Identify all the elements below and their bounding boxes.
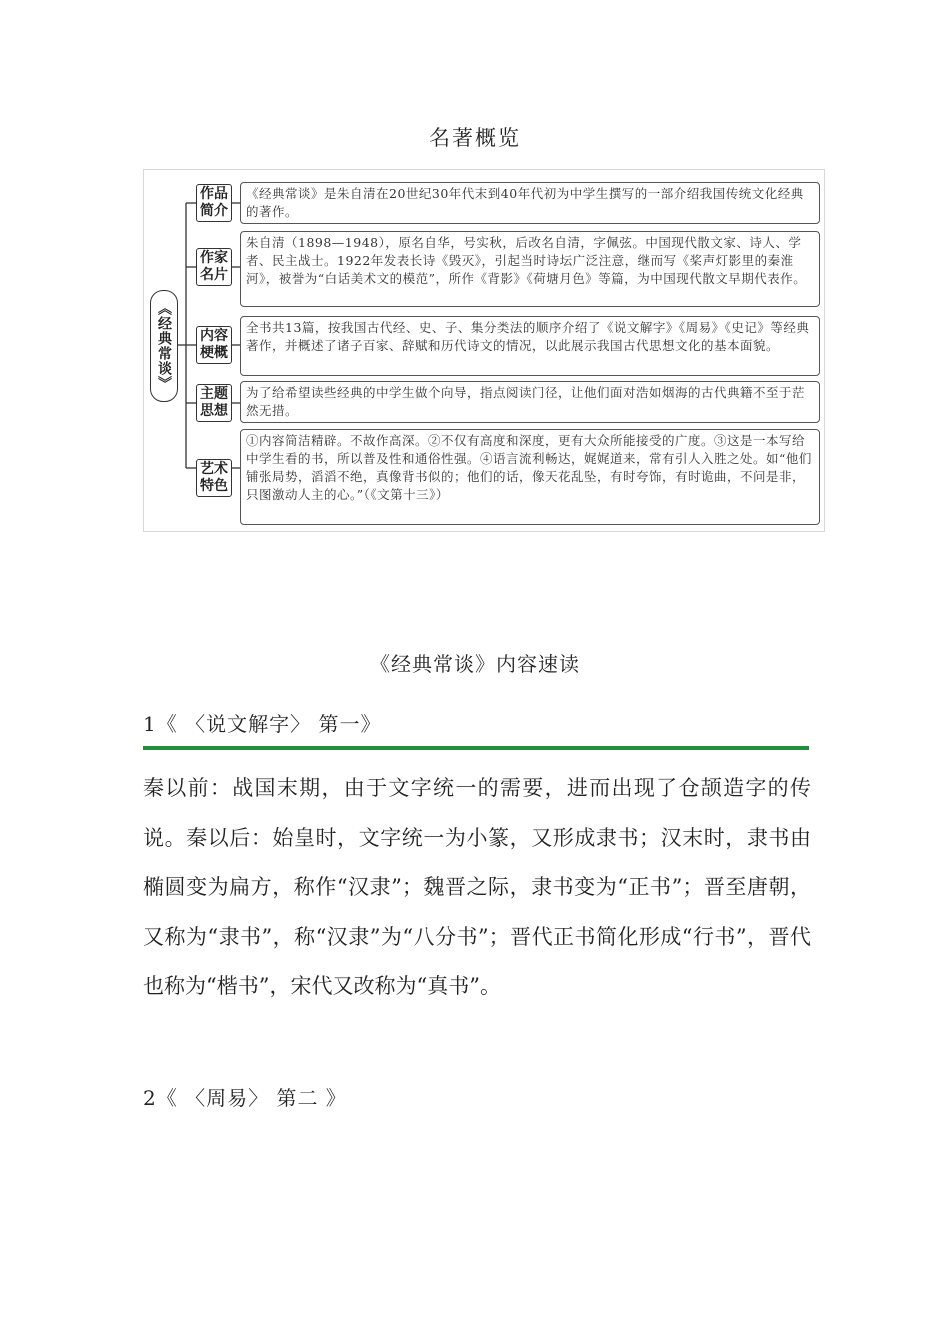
branch-text-intro: 《经典常谈》是朱自清在20世纪30年代末到40年代初为中学生撰写的一部介绍我国传统文化经典的著作。 [240,182,820,224]
branch-text-author: 朱自清（1898—1948），原名自华，号实秋，后改名自清，字佩弦。中国现代散文家、诗人、学者、民主战士。1922年发表长诗《毁灭》，引起当时诗坛广泛注意，继而写《桨声灯影里的秦淮河》，被誉为“白话美术文的模范”，所作《背影》《荷塘月色》等篇，为中国现代散文早期代表作。 [240,231,820,307]
divider [143,746,809,750]
branch-text-art: ①内容简洁精辟。不故作高深。②不仅有高度和深度，更有大众所能接受的广度。③这是一本写给中学生看的书，所以普及性和通俗性强。④语言流利畅达，娓娓道来，常有引人入胜之处。如“他们铺张局势，滔滔不绝，真像背书似的；他们的话，像天花乱坠，有时夸饰，有时诡曲，不问是非，只图激动人主的心。”（《文第十三》） [240,429,820,525]
branch-label-summary: 内容梗概 [196,326,232,364]
section-title: 《经典常谈》内容速读 [370,652,580,676]
chapter-heading-2: 2《 〈周易〉 第二 》 [143,1086,347,1110]
page-title: 名著概览 [429,126,521,150]
branch-label-intro: 作品简介 [196,184,232,222]
mindmap-figure [143,169,825,532]
chapter-heading-1: 1《 〈说文解字〉 第一》 [143,712,382,736]
branch-label-author: 作家名片 [196,248,232,286]
branch-label-art: 艺术特色 [196,459,232,497]
branch-text-theme: 为了给希望读些经典的中学生做个向导，指点阅读门径，让他们面对浩如烟海的古代典籍不至于茫然无措。 [240,381,820,423]
chapter-body-1: 秦以前：战国末期，由于文字统一的需要，进而出现了仓颉造字的传说。秦以后：始皇时，文字统一为小篆，又形成隶书；汉末时，隶书由椭圆变为扁方，称作“汉隶”；魏晋之际，隶书变为“正书”；晋至唐朝，又称为“隶书”，称“汉隶”为“八分书”；晋代正书简化形成“行书”，晋代也称为“楷书”，宋代又改称为“真书”。 [143,776,811,998]
branch-text-summary: 全书共13篇，按我国古代经、史、子、集分类法的顺序介绍了《说文解字》《周易》《史记》等经典著作，并概述了诸子百家、辞赋和历代诗文的情况，以此展示我国古代思想文化的基本面貌。 [240,316,820,376]
branch-label-theme: 主题思想 [196,384,232,422]
mindmap-root: 《经典常谈》 [150,290,178,402]
